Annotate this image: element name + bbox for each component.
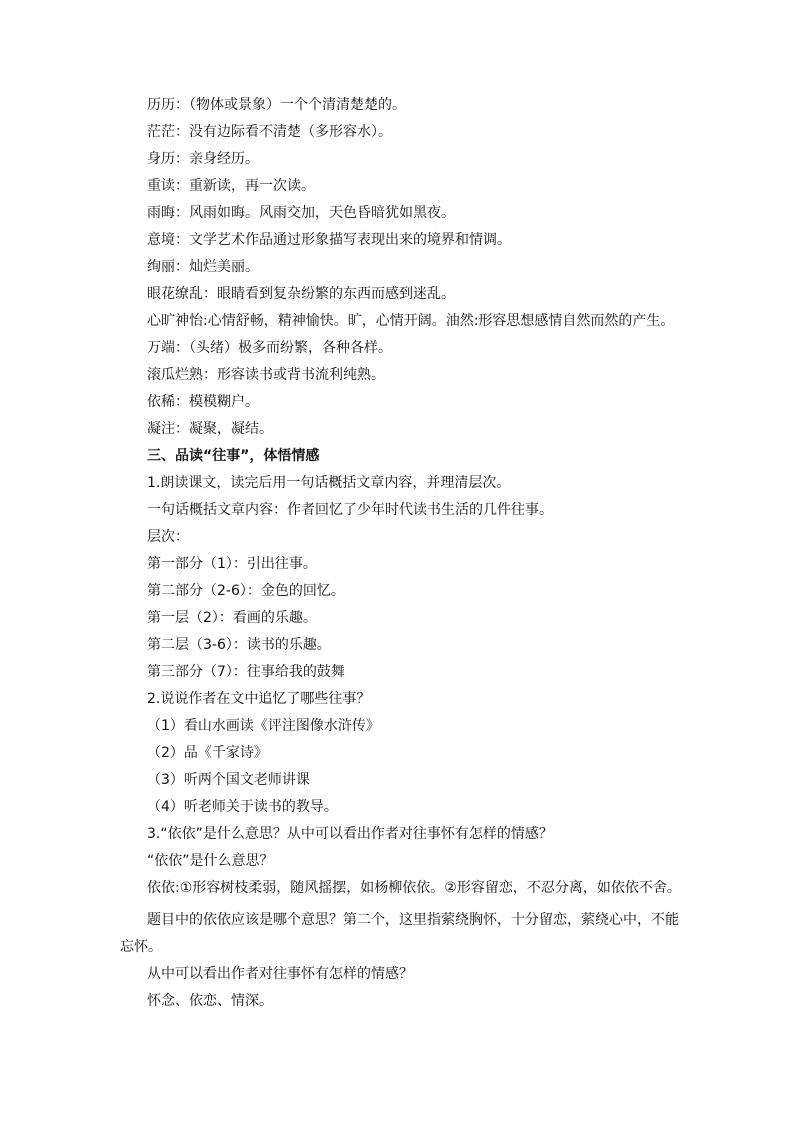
vocab-mangmang: 茫茫：没有边际看不清楚（多形容水）。 [147, 124, 392, 140]
section-heading-3: 三、品读“往事”，体悟情感 [147, 448, 320, 464]
vocab-gunguolanshu: 滚瓜烂熟：形容读书或背书流利纯熟。 [147, 367, 385, 383]
vocab-wanduan: 万端：（头绪）极多而纷繁，各种各样。 [147, 340, 392, 356]
structure-label: 层次： [147, 529, 189, 545]
sub-question-emotion: 从中可以看出作者对往事怀有怎样的情感？ [147, 966, 413, 982]
part-1: 第一部分（1）：引出往事。 [147, 556, 317, 572]
part-2: 第二部分（2-6）：金色的回忆。 [147, 583, 345, 599]
vocab-ningzhu: 凝注：凝聚，凝结。 [147, 421, 273, 437]
question-3: 3.“依依”是什么意思？从中可以看出作者对往事怀有怎样的情感？ [147, 826, 553, 842]
vocab-lili: 历历：（物体或景象）一个个清清楚楚的。 [147, 97, 406, 113]
memory-2: （2）品《千家诗》 [147, 745, 268, 761]
vocab-yanhualiaoluan: 眼花缭乱：眼睛看到复杂纷繁的东西而感到迷乱。 [147, 286, 455, 302]
memory-1: （1）看山水画读《评注图像水浒传》 [147, 718, 380, 734]
sub-question-meaning: “依依”是什么意思？ [147, 853, 274, 869]
yiyi-definition: 依依:①形容树枝柔弱，随风摇摆，如杨柳依依。②形容留恋，不忍分离，如依依不舍。 [147, 880, 681, 896]
vocab-xuanli: 绚丽：灿烂美丽。 [147, 259, 259, 275]
vocab-yijing: 意境：文学艺术作品通过形象描写表现出来的境界和情调。 [147, 232, 511, 248]
vocab-yixi: 依稀：模模糊户。 [147, 394, 259, 410]
emotion-answer: 怀念、依恋、情深。 [147, 993, 273, 1009]
layer-2: 第二层（3-6）：读书的乐趣。 [147, 637, 331, 653]
vocab-yuhui: 雨晦：风雨如晦。风雨交加，天色昏暗犹如黑夜。 [147, 205, 455, 221]
memory-3: （3）听两个国文老师讲课 [147, 772, 310, 788]
title-meaning-paragraph: 题目中的依依应该是哪个意思？第二个，这里指萦绕胸怀，十分留恋，萦绕心中，不能忘怀。 [120, 912, 679, 955]
memory-4: （4）听老师关于读书的教导。 [147, 799, 338, 815]
summary-sentence: 一句话概括文章内容：作者回忆了少年时代读书生活的几件往事。 [147, 502, 553, 518]
vocab-chongdu: 重读：重新读，再一次读。 [147, 178, 315, 194]
question-1: 1.朗读课文，读完后用一句话概括文章内容，并理清层次。 [147, 475, 511, 491]
question-2: 2.说说作者在文中追忆了哪些往事？ [147, 691, 371, 707]
part-3: 第三部分（7）：往事给我的鼓舞 [147, 664, 345, 680]
vocab-shenli: 身历：亲身经历。 [147, 151, 259, 167]
layer-1: 第一层（2）：看画的乐趣。 [147, 610, 317, 626]
vocab-xinkuangshenyi: 心旷神怡:心情舒畅，精神愉快。旷，心情开阔。油然:形容思想感情自然而然的产生。 [147, 313, 675, 329]
